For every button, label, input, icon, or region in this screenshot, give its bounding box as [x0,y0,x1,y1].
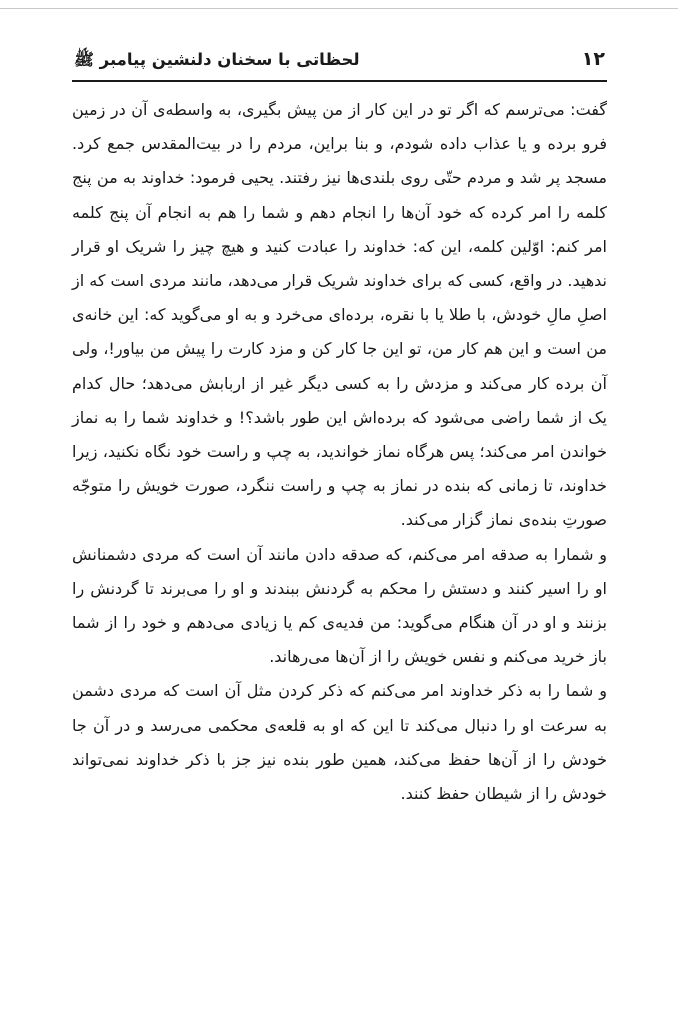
paragraph-2: و شمارا به صدقه امر می‌کنم، که صدقه دادن مانند آن است که مردی دشمنانش او را اسیر کنند و دستش را محکم به گردنش ببندند و او را می‌برند تا گردنش را بزنند و او در آن هنگام می‌گوید: من فدیه‌ی کم یا زیادی می‌دهم و خود را از شما باز خرید می‌کنم و نفس خویش را از آن‌ها می‌رهاند. [72,544,607,667]
page-header [72,48,607,82]
body-text [72,93,607,811]
book-page [72,48,607,811]
page-number: ۱۲ [581,48,605,70]
paragraph-3: و شما را به ذکر خداوند امر می‌کنم که ذکر کردن مثل آن است که مردی دشمن به سرعت او را دنبال می‌کند تا این که او به قلعه‌ی محکمی می‌رسد و در آن جا خودش را از آن‌ها حفظ می‌کند، همین طور بنده نیز جز با ذکر خداوند نمی‌تواند خودش را از شیطان حفظ کنند. [72,681,607,804]
top-rule [0,8,678,9]
running-title: لحظاتی با سخنان دلنشین پیامبر ﷺ [74,50,360,69]
paragraph-1: گفت: می‌ترسم که اگر تو در این کار از من پیش بگیری، به واسطه‌ی آن در زمین فرو برده و یا عذاب داده شودم، و بنا براین، مردم را در بیت‌المقدس جمع کرد. مسجد پر شد و مردم حتّی روی بلندی‌ها نیز رفتند. یحیی فرمود: خداوند به من پنج کلمه را امر کرده که خود آن‌ها را انجام دهم و شما را هم به انجام آن پنج کلمه امر کنم: اوّلین کلمه، این که: خداوند را عبادت کنید و هیچ چیز را شریک او قرار ندهید. در واقع، کسی که برای خداوند شریک قرار می‌دهد، مانند مردی است که از اصلِ مالِ خودش، با طلا یا با نقره، برده‌ای می‌خرد و به او می‌گوید که: این خانه‌ی من است و این هم کار من، تو این جا کار کن و مزد کارت را پیش من بیاور!، ولی آن برده کار می‌کند و مزدش را به کسی دیگر غیر از اربابش می‌دهد؛ حال کدام یک از شما راضی می‌شود که برده‌اش این طور باشد؟! و خداوند شما را به نماز خواندن امر می‌کند؛ پس هرگاه نماز خواندید، به چپ و راست خود نگاه نکنید، زیرا خداوند، تا زمانی که بنده در نماز به چپ و راست ننگرد، صورت خویش را متوجّه صورتِ بنده‌ی نماز گزار می‌کند. [72,100,607,530]
